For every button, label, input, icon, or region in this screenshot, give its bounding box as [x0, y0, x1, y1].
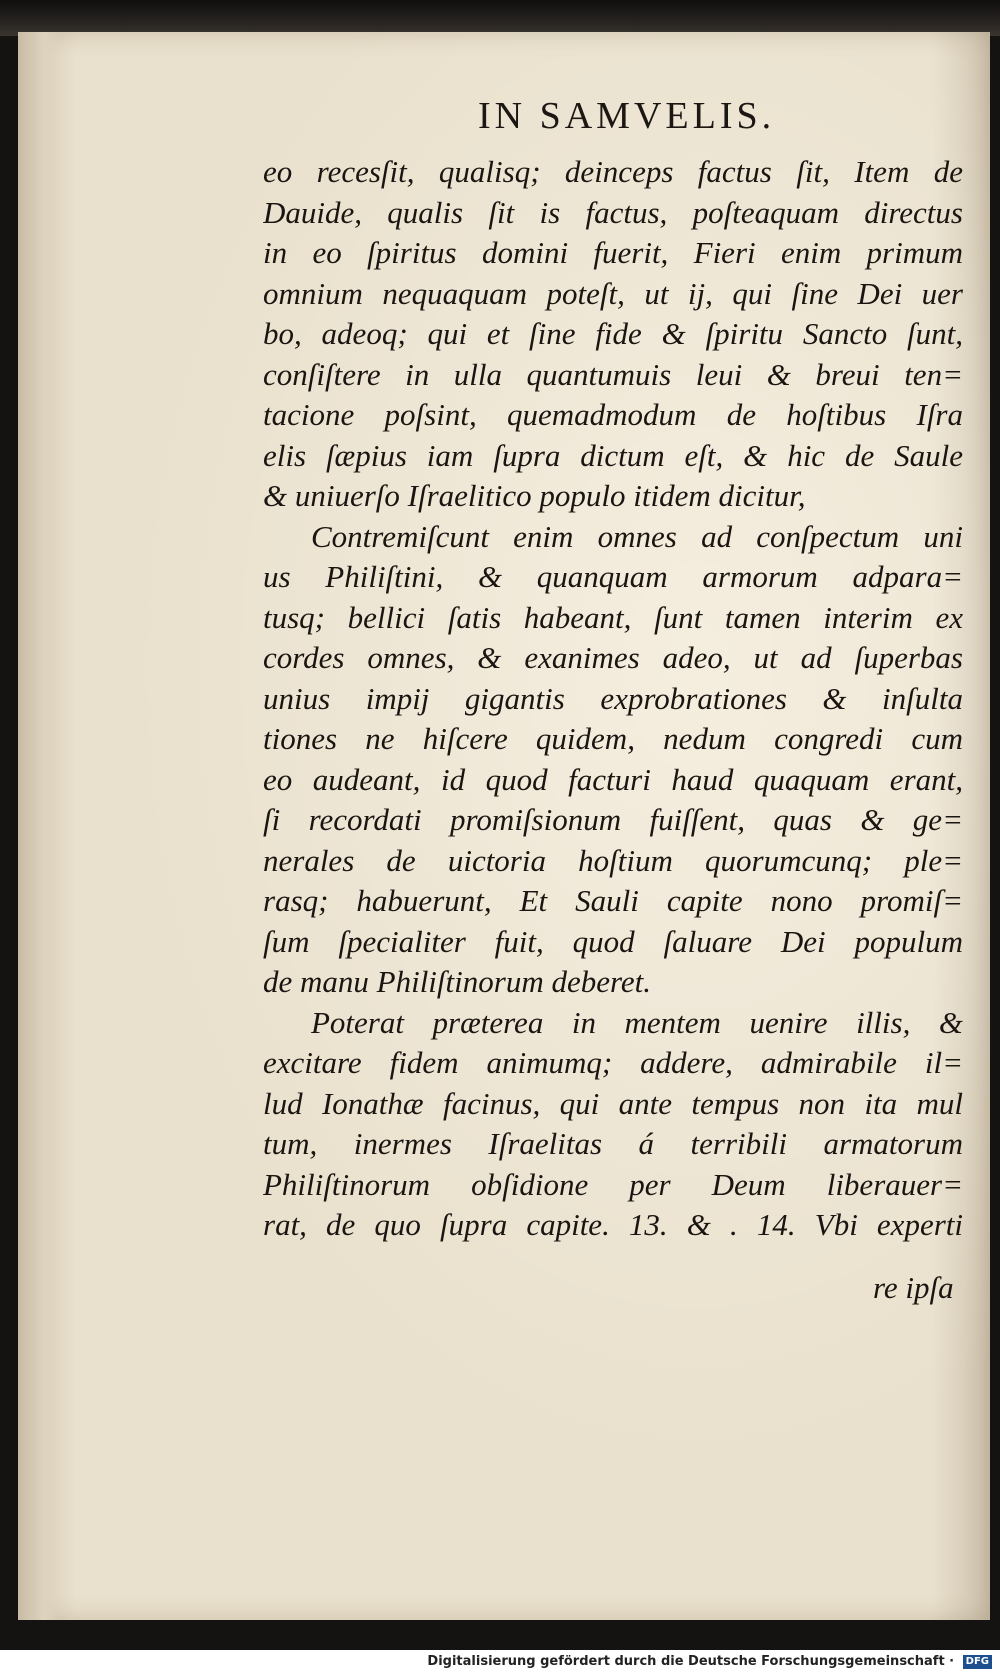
text-line: tacione poſsint, quemadmodum de hoſtibus Iſra [263, 397, 963, 432]
text-line: in eo ſpiritus domini fuerit, Fieri enim primum [263, 235, 963, 270]
text-line: nerales de uictoria hoſtium quorumcunq; ple= [263, 842, 963, 878]
text-line: elis ſæpius iam ſupra dictum eſt, & hic de Saule [263, 437, 963, 473]
text-line: Philiſtinorum obſidione per Deum liberauer= [263, 1166, 963, 1202]
running-head: IN SAMVELIS. [478, 95, 776, 137]
text-line: tiones ne hiſcere quidem, nedum congredi cum [263, 721, 963, 756]
text-line: excitare fidem animumq; addere, admirabile il= [263, 1045, 963, 1080]
footer-bar [0, 1650, 1000, 1677]
text-line: cordes omnes, & exanimes adeo, ut ad ſuperbas [263, 640, 963, 675]
text-line: eo audeant, id quod facturi haud quaquam erant, [263, 761, 963, 797]
text-line: bo, adeoq; qui et ſine fide & ſpiritu Sancto ſunt, [263, 316, 963, 351]
text-line: rat, de quo ſupra capite. 13. & . 14. Vbi experti [263, 1207, 963, 1242]
text-line: conſiſtere in ulla quantumuis leui & breui ten= [263, 356, 963, 392]
text-line: tum, inermes Iſraelitas á terribili armatorum [263, 1126, 963, 1161]
text-line: lud Ionathæ facinus, qui ante tempus non ita mul [263, 1085, 963, 1121]
book-top-edge [0, 0, 1000, 36]
text-line: & uniuerſo Iſraelitico populo itidem dicitur, [263, 478, 806, 513]
text-line: ſi recordati promiſsionum fuiſſent, quas & ge= [263, 802, 963, 837]
text-line: unius impij gigantis exprobrationes & inſulta [263, 680, 963, 716]
text-line: eo recesſit, qualisq; deinceps factus ſit, Item de [263, 154, 963, 189]
catchword: re ipſa [873, 1270, 954, 1305]
text-line: Dauide, qualis ſit is factus, poſteaquam directus [263, 194, 963, 230]
text-line: Contremiſcunt enim omnes ad conſpectum uni [311, 518, 963, 554]
page-gutter [18, 32, 62, 1620]
credit-line [427, 1654, 992, 1669]
body-text [263, 152, 963, 1246]
text-line: rasq; habuerunt, Et Sauli capite nono promiſ= [263, 883, 963, 918]
text-line: de manu Philiſtinorum deberet. [263, 964, 652, 999]
text-line: us Philiſtini, & quanquam armorum adpara= [263, 559, 963, 594]
text-line: tusq; bellici ſatis habeant, ſunt tamen interim ex [263, 599, 963, 635]
dfg-logo: DFG [963, 1655, 992, 1669]
book-page [18, 32, 990, 1620]
text-line: ſum ſpecialiter fuit, quod ſaluare Dei populum [263, 923, 963, 959]
text-line: Poterat præterea in mentem uenire illis, & [311, 1004, 963, 1040]
credit-text: Digitalisierung gefördert durch die Deutsche Forschungsgemeinschaft · [427, 1654, 955, 1669]
text-line: omnium nequaquam poteſt, ut ij, qui ſine Dei uer [263, 275, 963, 311]
